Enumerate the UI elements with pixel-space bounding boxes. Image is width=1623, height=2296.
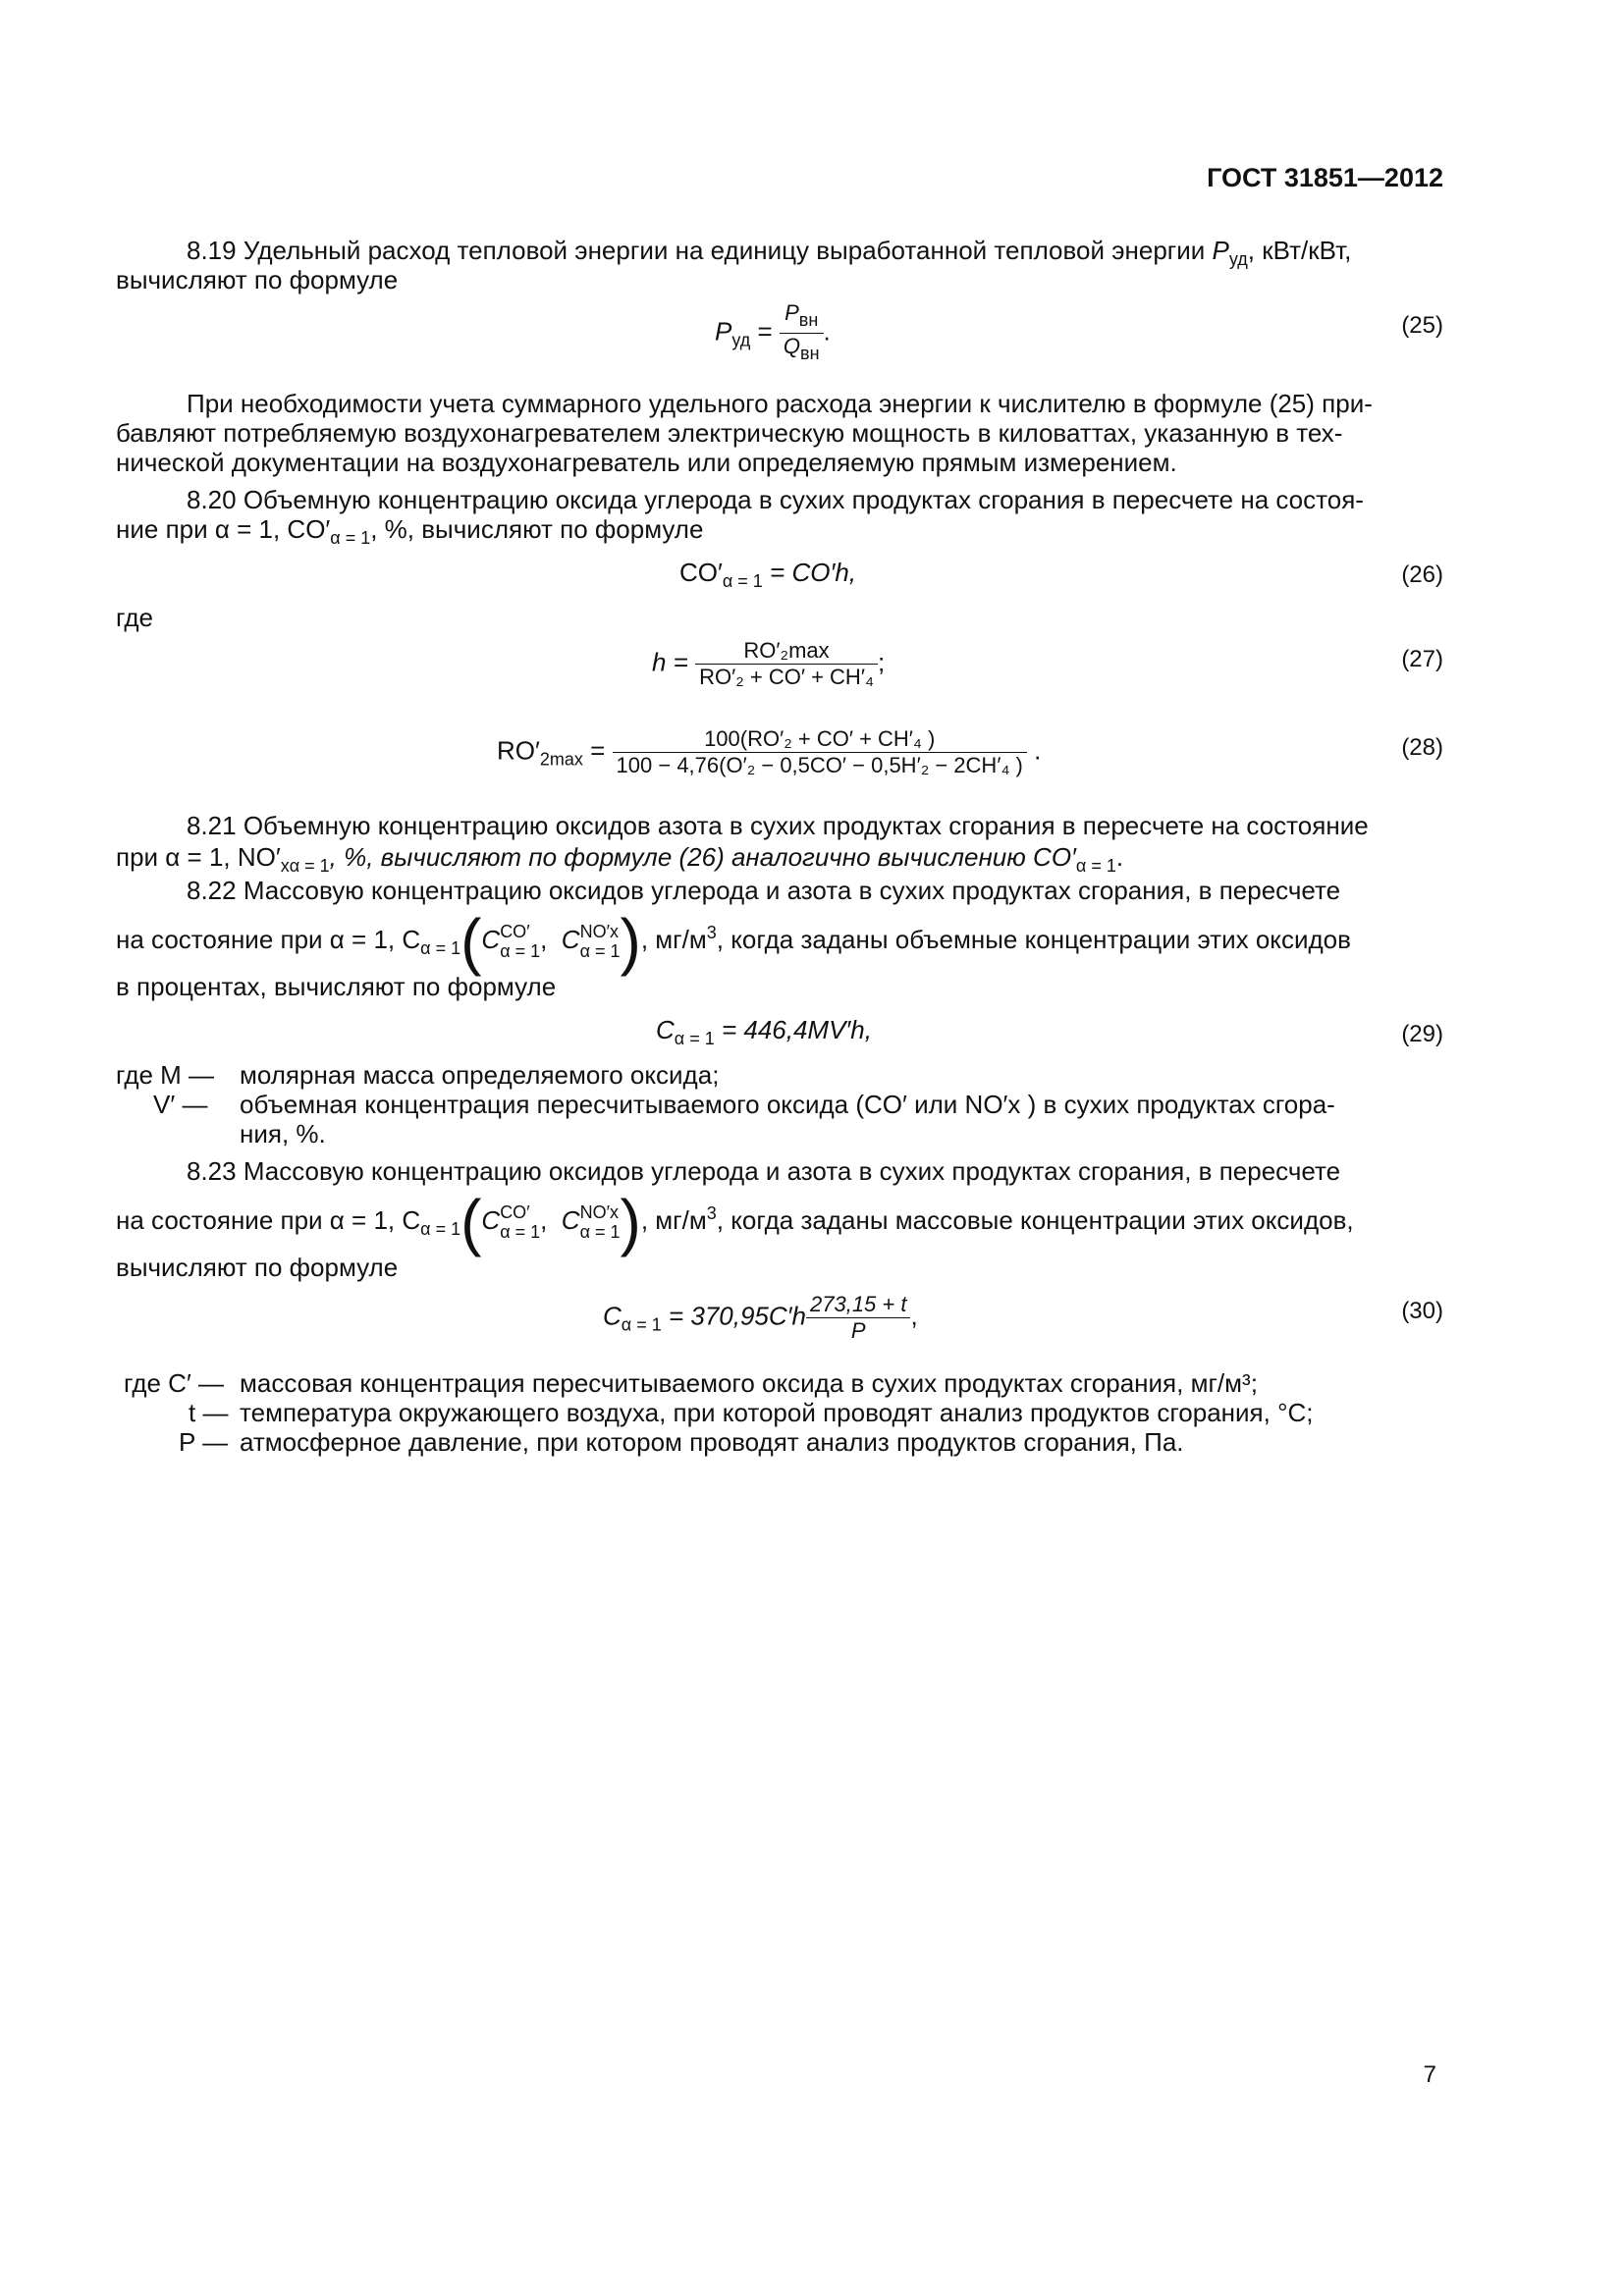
equation-28: $RO'_{2max}$ = $\frac{\text{100(RO′₂ + CO′ + CH′₄ )}}{\text{100 − 4,76(O′₂ − 0,5CO′ − 0,5H′₂ − 2CH′₄ )}}$ .	[497, 726, 1042, 777]
para-8-19-line-2: вычисляют по формуле	[116, 265, 399, 294]
def-m-label: где M —	[116, 1060, 215, 1090]
para-8-21-line-1: 8.21 Объемную концентрацию оксидов азота в сухих продуктах сгорания в пересчете на состояние	[187, 811, 1369, 840]
equation-29: $C_{\alpha = 1} = 446,4MV'h$,	[656, 1015, 872, 1048]
para-8-20-line-2: ние при α = 1, $CO'_{\alpha = 1}$, %, вычисляют по формуле	[116, 514, 704, 548]
def-v-text-1: объемная концентрация пересчитываемого оксида (CO′ или NO′x ) в сухих продуктах сгора-	[240, 1090, 1335, 1119]
page-number: 7	[1423, 2061, 1436, 2088]
def-p-label: P —	[179, 1427, 229, 1457]
equation-number-28: (28)	[1401, 734, 1443, 761]
equation-30: $C_{\alpha = 1} = 370,95C'h$ $\frac{273,15 + t}{P}$ ,	[603, 1292, 918, 1343]
para-8-23-line-3: вычисляют по формуле	[116, 1253, 399, 1282]
para-8-19-line-1: 8.19 Удельный расход тепловой энергии на единицу выработанной тепловой энергии $P_{уд}$, кВт/кВт,	[187, 236, 1352, 269]
para-8-20-line-1: 8.20 Объемную концентрацию оксида углерода в сухих продуктах сгорания в пересчете на состоя-	[187, 485, 1364, 514]
equation-25: $P_{уд}$ = $\frac{P_{вн}}{Q_{вн}}$ .	[715, 300, 831, 363]
equation-26: $CO'_{\alpha = 1} = CO'h$,	[679, 558, 857, 591]
para-8-21-line-2: при α = 1, $NO'_{x\alpha = 1}$, %, вычисляют по формуле (26) аналогично вычислению $CO'_{\alpha = 1}$.	[116, 842, 1124, 876]
equation-number-29: (29)	[1401, 1021, 1443, 1047]
note-line-1: При необходимости учета суммарного удельного расхода энергии к числителю в формуле (25) при-	[187, 389, 1373, 418]
note-line-2: бавляют потребляемую воздухонагревателем электрическую мощность в киловаттах, указанную в тех-	[116, 418, 1343, 448]
def-p-text: атмосферное давление, при котором проводят анализ продуктов сгорания, Па.	[240, 1427, 1184, 1457]
where-label: где	[116, 603, 153, 632]
def-t-label: t —	[189, 1398, 229, 1427]
document-header: ГОСТ 31851—2012	[1207, 163, 1443, 192]
para-8-22-line-3: в процентах, вычисляют по формуле	[116, 972, 557, 1001]
equation-number-27: (27)	[1401, 646, 1443, 672]
equation-27: h = $\frac{\text{RO′₂max}}{\text{RO′₂ + CO′ + CH′₄}}$ ;	[652, 638, 886, 689]
para-8-22-line-2: на состояние при α = 1, $C_{\alpha = 1}(CCO'$ α = 1, CNO′x α = 1), $мг/м^3$, когда заданы объемные концентрации этих оксидов	[116, 906, 1351, 978]
def-c-text: массовая концентрация пересчитываемого оксида в сухих продуктах сгорания, мг/м³;	[240, 1368, 1258, 1398]
equation-number-26: (26)	[1401, 561, 1443, 588]
para-8-23-line-1: 8.23 Массовую концентрацию оксидов углерода и азота в сухих продуктах сгорания, в пересчете	[187, 1156, 1341, 1186]
note-line-3: нической документации на воздухонагреватель или определяемую прямым измерением.	[116, 448, 1177, 477]
def-c-label: где C′ —	[124, 1368, 225, 1398]
equation-number-30: (30)	[1401, 1298, 1443, 1324]
para-8-23-line-2: на состояние при α = 1, $C_{\alpha = 1}(CCO'$ α = 1, CNO′x α = 1), $мг/м^3$, когда заданы массовые концентрации этих оксидов,	[116, 1187, 1354, 1258]
para-8-22-line-1: 8.22 Массовую концентрацию оксидов углерода и азота в сухих продуктах сгорания, в пересчете	[187, 876, 1341, 905]
def-v-text-2: ния, %.	[240, 1119, 326, 1148]
equation-number-25: (25)	[1401, 312, 1443, 339]
def-m-text: молярная масса определяемого оксида;	[240, 1060, 720, 1090]
def-v-label: V′ —	[153, 1090, 208, 1119]
def-t-text: температура окружающего воздуха, при которой проводят анализ продуктов сгорания, °C;	[240, 1398, 1314, 1427]
